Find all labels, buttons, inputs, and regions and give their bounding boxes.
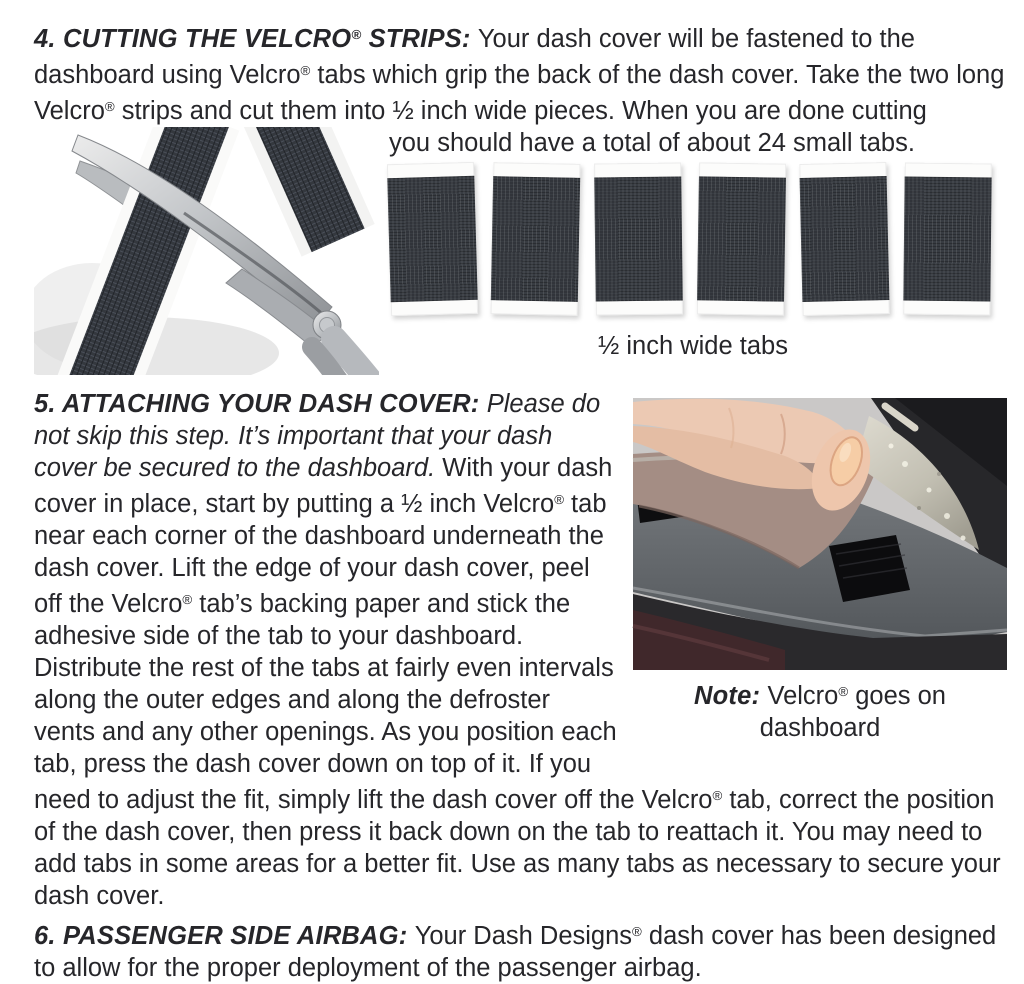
scissors-illustration xyxy=(34,127,379,375)
velcro-tab-weave xyxy=(903,176,991,301)
velcro-tabs-row xyxy=(389,163,997,315)
section-4-paragraph-continued: you should have a total of about 24 small tabs. xyxy=(389,128,915,157)
section-6-paragraph: 6. PASSENGER SIDE AIRBAG: Your Dash Designs® dash cover has been designed to allow for the proper deployment of the passenger airbag. xyxy=(34,921,997,982)
velcro-tab-weave xyxy=(800,176,890,302)
section-4-paragraph: 4. CUTTING THE VELCRO® STRIPS: Your dash cover will be fastened to the dashboard using Velcro® tabs which grip the back of the dash cover. Take the two long Velcro® strips and cut them into ½ inch wide pieces. When you are done cutting xyxy=(34,24,1005,125)
tabs-caption: ½ inch wide tabs xyxy=(598,331,788,360)
velcro-tab-weave xyxy=(491,176,580,302)
velcro-tab xyxy=(387,162,478,316)
photo-note: Note: Velcro® goes on dashboard xyxy=(694,681,946,742)
section-5-paragraph: 5. ATTACHING YOUR DASH COVER: Please do not skip this step. It’s important that your dash cover be secured to the dashboard. With your dash cover in place, start by putting a ½ inch Velcro® tab near each corner of the dashboard underneath the dash cover. Lift the edge of your dash cover, peel off the Velcro® tab’s backing paper and stick the adhesive side of the tab to your dashboard. Distribute the rest of the tabs at fairly even intervals along the outer edges and along the defroster vents and any other openings. As you position each tab, press the dash cover down on top of it. If you need to adjust the fit, simply lift the dash cover off the Velcro® tab, correct the position of the dash cover, then press it back down on the tab to reattach it. You may need to add tabs in some areas for a better fit. Use as many tabs as necessary to secure your dash cover. xyxy=(34,389,1001,910)
velcro-tab xyxy=(594,162,683,315)
velcro-tab-weave xyxy=(594,176,683,301)
velcro-tab xyxy=(799,162,889,316)
velcro-tab-weave xyxy=(387,176,477,302)
dashboard-velcro-photo xyxy=(632,398,1008,670)
section-5 xyxy=(34,388,1008,912)
dash-cover-photo-figure xyxy=(632,398,1008,744)
scissors-cutting-velcro-photo xyxy=(34,127,379,375)
velcro-tab xyxy=(491,162,581,316)
velcro-tab xyxy=(697,162,786,315)
section-4-media-row xyxy=(34,127,1008,375)
tabs-column xyxy=(389,127,1008,375)
velcro-tab-weave xyxy=(697,176,786,301)
velcro-tab xyxy=(903,162,992,315)
